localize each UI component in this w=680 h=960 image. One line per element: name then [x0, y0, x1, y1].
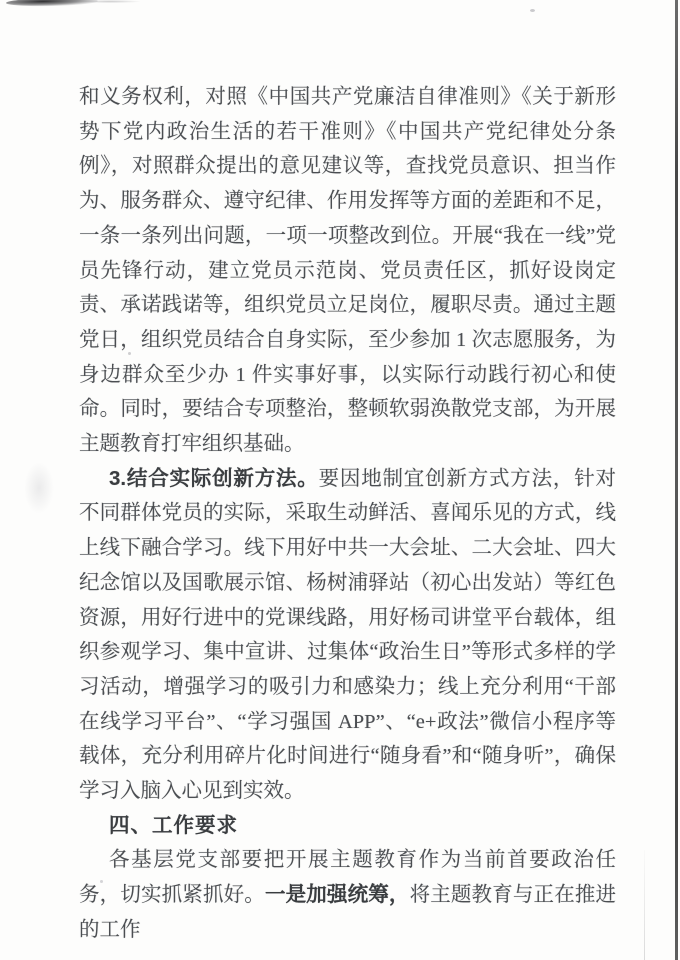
scan-speck: [530, 9, 535, 12]
scan-smudge-top-left-tail: [80, 0, 140, 3]
scan-smudge-left-margin: [24, 462, 54, 514]
text-segment: 四、工作要求: [109, 813, 238, 837]
scan-page-edge-line: [675, 0, 678, 960]
text-segment: 各基层党支部要把开展主题教育作为当前首要政治任务，切实抓紧抓好。: [79, 849, 616, 907]
document-body: [79, 80, 616, 948]
continuation-paragraph: [79, 80, 616, 462]
text-segment: 3.结合实际创新方法。: [109, 466, 319, 490]
text-segment: 将主题教育与正在推进的工作: [79, 884, 617, 941]
section-four-heading: [79, 809, 616, 844]
text-segment: 和义务权利，对照《中国共产党廉洁自律准则》《关于新形势下党内政治生活的若干准则》《中国共产党纪律处分条例》，对照群众提出的意见建议等，查找党员意识、担当作为、服务群众、遵守纪律、作用发挥等方面的差距和不足，一条一条列出问题，一项一项整改到位。开展“我在一线”党员先锋行动，建立党员示范岗、党员责任区，抓好设岗定责、承诺践诺等，组织党员立足岗位，履职尽责。通过主题党日，组织党员结合自身实际，至少参加 1 次志愿服务，为身边群众至少办 1 件实事好事，以实际行动践行初心和使命。同时，要结合专项整治，整顿软弱涣散党支部，为开展主题教育打牢组织基础。: [79, 86, 616, 456]
item-3-innovate-methods-paragraph: [79, 462, 616, 809]
scan-fold-line-bottom-right: [644, 850, 645, 960]
text-segment: 一是加强统筹，: [264, 883, 410, 907]
work-requirements-paragraph: [79, 843, 616, 947]
text-segment: 要因地制宜创新方式方法，针对不同群体党员的实际，采取生动鲜活、喜闻乐见的方式，线上线下融合学习。线下用好中共一大会址、二大会址、四大纪念馆以及国歌展示馆、杨树浦驿站（初心出发站）等红色资源，用好行进中的党课线路，用好杨司讲堂平台载体，组织参观学习、集中宣讲、过集体“政治生日”等形式多样的学习活动，增强学习的吸引力和感染力；线上充分利用“干部在线学习平台”、“学习强国 APP”、“e+政法”微信小程序等载体，充分利用碎片化时间进行“随身看”和“随身听”，确保学习入脑入心见到实效。: [79, 467, 616, 803]
